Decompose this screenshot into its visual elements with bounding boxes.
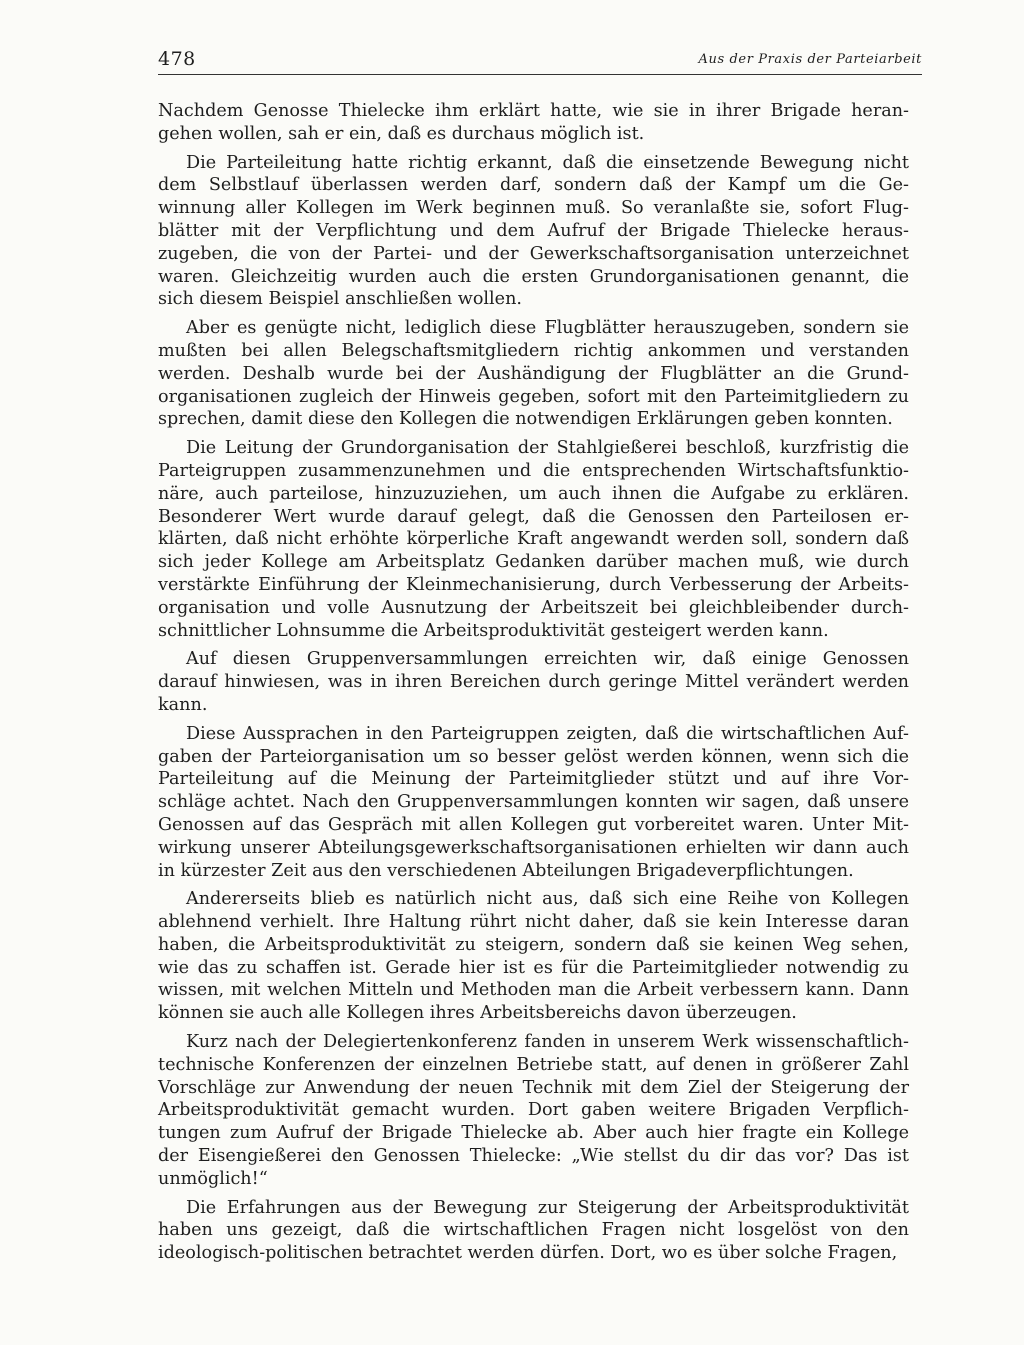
text-line: Die Erfahrungen aus der Bewegung zur Steigerung der Arbeitsproduktivität — [186, 1197, 909, 1218]
paragraph — [158, 152, 909, 312]
text-line: haben, die Arbeitsproduktivität zu steigern, sondern daß sie keinen Weg sehen, — [158, 934, 909, 955]
text-line: organisation und volle Ausnutzung der Arbeitszeit bei gleichbleibender durch- — [158, 597, 909, 618]
text-line: gehen wollen, sah er ein, daß es durchaus möglich ist. — [158, 123, 645, 144]
text-line: verstärkte Einführung der Kleinmechanisierung, durch Verbesserung der Arbeits- — [158, 574, 909, 595]
text-line: Vorschläge zur Anwendung der neuen Technik mit dem Ziel der Steigerung der — [158, 1077, 909, 1098]
text-line: Genossen auf das Gespräch mit allen Kollegen gut vorbereitet waren. Unter Mit- — [158, 814, 909, 835]
text-line: der Eisengießerei den Genossen Thielecke: „Wie stellst du dir das vor? Das ist — [158, 1146, 909, 1167]
text-line: sich jeder Kollege am Arbeitsplatz Gedanken darüber machen muß, wie durch — [158, 552, 909, 573]
text-line: technische Konferenzen der einzelnen Betriebe statt, auf denen in größerer Zahl — [158, 1054, 909, 1075]
text-line: kann. — [158, 694, 208, 715]
text-line: klärten, daß nicht erhöhte körperliche Kraft angewandt werden soll, sondern daß — [158, 529, 909, 550]
body-text — [158, 100, 909, 1271]
text-line: Parteileitung auf die Meinung der Parteimitglieder stützt und auf ihre Vor- — [158, 769, 909, 790]
text-line: wirkung unserer Abteilungsgewerkschaftsorganisationen erhielten wir dann auch — [158, 837, 909, 858]
text-line: Die Parteileitung hatte richtig erkannt, daß die einsetzende Bewegung nicht — [186, 152, 909, 173]
page-header — [158, 50, 922, 75]
paragraph — [158, 317, 909, 431]
text-line: ideologisch-politischen betrachtet werden dürfen. Dort, wo es über solche Fragen, — [158, 1243, 898, 1264]
text-line: Diese Aussprachen in den Parteigruppen zeigten, daß die wirtschaftlichen Auf- — [186, 723, 909, 744]
page-number: 478 — [158, 48, 196, 70]
text-line: Arbeitsproduktivität gemacht wurden. Dort gaben weitere Brigaden Verpflich- — [158, 1100, 909, 1121]
paragraph — [158, 100, 909, 146]
paragraph — [158, 1197, 909, 1265]
text-line: Nachdem Genosse Thielecke ihm erklärt hatte, wie sie in ihrer Brigade heran- — [158, 101, 909, 121]
text-line: wissen, mit welchen Mitteln und Methoden man die Arbeit verbessern kann. Dann — [158, 980, 909, 1001]
paragraph — [158, 723, 909, 883]
text-line: Aber es genügte nicht, lediglich diese Flugblätter herauszugeben, sondern sie — [186, 318, 909, 339]
text-line: ablehnend verhielt. Ihre Haltung rührt nicht daher, daß sie kein Interesse daran — [158, 912, 909, 933]
text-line: in kürzester Zeit aus den verschiedenen Abteilungen Brigadeverpflichtungen. — [158, 860, 854, 881]
text-line: organisationen zugleich der Hinweis gegeben, sofort mit den Parteimitgliedern zu — [158, 386, 909, 407]
text-line: Parteigruppen zusammenzunehmen und die entsprechenden Wirtschaftsfunktio- — [158, 460, 909, 481]
paragraph — [158, 888, 909, 1025]
text-line: wie das zu schaffen ist. Gerade hier ist es für die Parteimitglieder notwendig zu — [158, 957, 909, 978]
text-line: Die Leitung der Grundorganisation der Stahlgießerei beschloß, kurzfristig die — [186, 438, 909, 459]
paragraph — [158, 648, 909, 716]
text-line: sprechen, damit diese den Kollegen die notwendigen Erklärungen geben konnten. — [158, 409, 893, 430]
text-line: darauf hinwiesen, was in ihren Bereichen durch geringe Mittel verändert werden — [158, 672, 909, 693]
text-line: schnittlicher Lohnsumme die Arbeitsproduktivität gesteigert werden kann. — [158, 620, 829, 641]
text-line: Besonderer Wert wurde darauf gelegt, daß die Genossen den Parteilosen er- — [158, 506, 909, 527]
running-title: Aus der Praxis der Parteiarbeit — [698, 52, 922, 67]
text-line: tungen zum Aufruf der Brigade Thielecke ab. Aber auch hier fragte ein Kollege — [158, 1123, 909, 1144]
text-line: sich diesem Beispiel anschließen wollen. — [158, 289, 522, 310]
text-line: Kurz nach der Delegiertenkonferenz fanden in unserem Werk wissenschaftlich- — [186, 1032, 909, 1053]
text-line: blätter mit der Verpflichtung und dem Aufruf der Brigade Thielecke heraus- — [158, 220, 909, 241]
text-line: näre, auch parteilose, hinzuzuziehen, um auch ihnen die Aufgabe zu erklären. — [158, 483, 909, 504]
text-line: mußten bei allen Belegschaftsmitgliedern richtig ankommen und verstanden — [158, 340, 909, 361]
paragraph — [158, 1031, 909, 1191]
text-line: gaben der Parteiorganisation um so besser gelöst werden können, wenn sich die — [158, 746, 909, 767]
paragraph — [158, 437, 909, 642]
text-line: unmöglich!“ — [158, 1168, 268, 1189]
text-line: schläge achtet. Nach den Gruppenversammlungen konnten wir sagen, daß unsere — [158, 792, 909, 813]
text-line: waren. Gleichzeitig wurden auch die ersten Grundorganisationen genannt, die — [158, 266, 909, 287]
text-line: winnung aller Kollegen im Werk beginnen muß. So veranlaßte sie, sofort Flug- — [158, 198, 909, 219]
text-line: zugeben, die von der Partei- und der Gewerkschaftsorganisation unterzeichnet — [158, 243, 909, 264]
text-line: werden. Deshalb wurde bei der Aushändigung der Flugblätter an die Grund- — [158, 363, 909, 384]
text-line: Andererseits blieb es natürlich nicht aus, daß sich eine Reihe von Kollegen — [186, 889, 909, 910]
text-line: haben uns gezeigt, daß die wirtschaftlichen Fragen nicht losgelöst von den — [158, 1220, 909, 1241]
text-line: dem Selbstlauf überlassen werden darf, sondern daß der Kampf um die Ge- — [158, 175, 909, 196]
text-line: Auf diesen Gruppenversammlungen erreichten wir, daß einige Genossen — [186, 649, 909, 670]
text-line: können sie auch alle Kollegen ihres Arbeitsbereichs davon überzeugen. — [158, 1003, 797, 1024]
